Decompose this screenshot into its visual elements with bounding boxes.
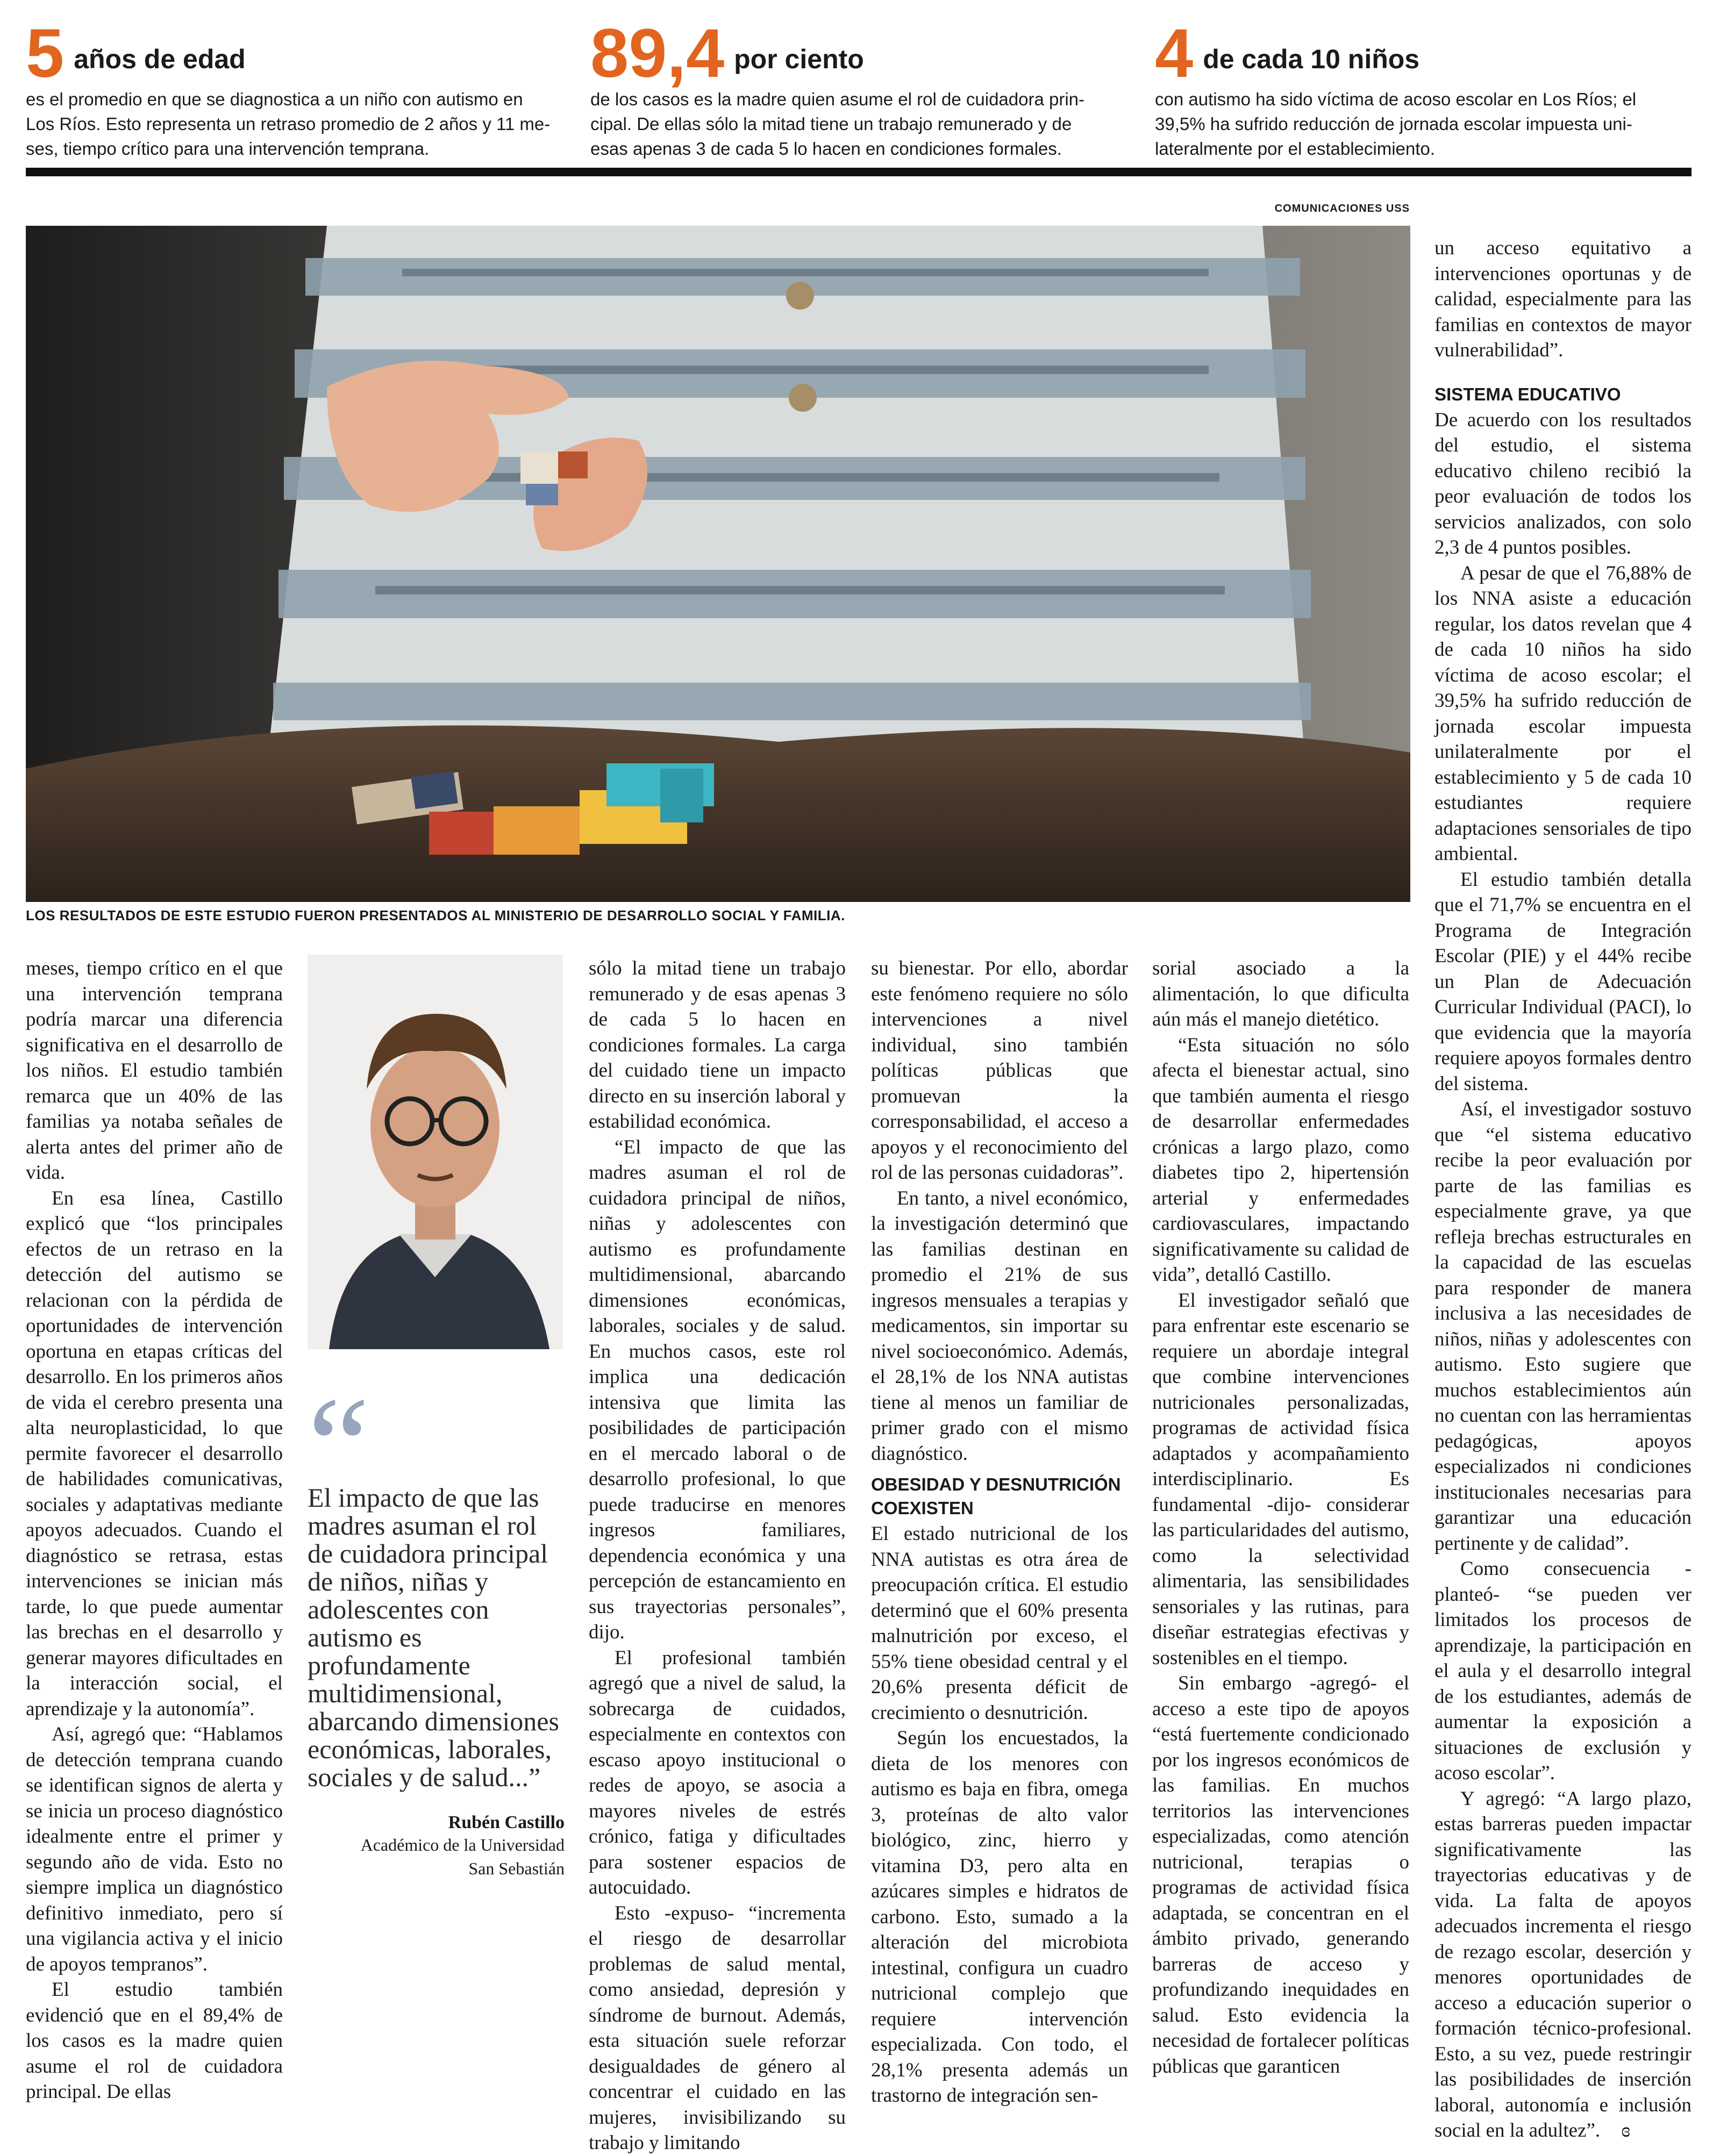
paragraph: El estado nutricional de los NNA autistas es otra área de preocupación crítica. El estudio determinó que el 60% presenta malnutrición por exceso, el 55% tiene obesidad central y el 20,6% presenta déficit de crecimiento o desnutrición. xyxy=(871,1523,1128,1724)
paragraph: Así, el investigador sostuvo que “el sistema educativo recibe la peor evaluación por parte de las familias es especialmente grave, ya que refleja brechas estructurales en la capacidad de las escuelas para responder de manera inclusiva a las necesidades de niños, niñas y adolescentes con autismo. Esto sugiere que muchos establecimientos aún no cuentan con las herramientas pedagógicas, apoyos especializados ni condiciones institucionales necesarias para garantizar una educación pertinente y de calidad”. xyxy=(1435,1098,1692,1555)
stat-description: con autismo ha sido víctima de acoso escolar en Los Ríos; el 39,5% ha sufrido reducción de jornada escolar impuesta uni- lateralmente por el establecimiento. xyxy=(1155,89,1637,159)
paragraph: sólo la mitad tiene un trabajo remunerado y de esas apenas 3 de cada 5 lo hacen en condiciones formales. La carga del cuidado tiene un impacto directo en su inserción laboral y estabilidad económica. xyxy=(589,957,846,1133)
article-column-1 xyxy=(26,956,283,2105)
paragraph: Según los encuestados, la dieta de los menores con autismo es baja en fibra, omega 3, proteínas de alto valor biológico, zinc, hierro y vitamina D3, pero alta en azúcares simples e hidratos de carbono. Esto, sumado a la alteración del microbiota intestinal, configura un cuadro nutricional complejo que requiere intervención especializada. Con todo, el 28,1% presenta además un trastorno de integración sen- xyxy=(871,1727,1128,2107)
paragraph: Sin embargo -agregó- el acceso a este tipo de apoyos “está fuertemente condicionado por los ingresos económicos de las familias. En muchos territorios las intervenciones especializadas, como atención nutricional, terapias o programas de actividad física adaptada, se concentran en el ámbito privado, generando barreras de acceso y profundizando inequidades en salud. Esto evidencia la necesidad de fortalecer políticas públicas que garanticen xyxy=(1152,1672,1409,2078)
article-column-3 xyxy=(589,956,846,2156)
stat-description: de los casos es la madre quien asume el rol de cuidadora prin- cipal. De ellas sólo la mitad tiene un trabajo remunerado y de esas apenas 3 de cada 5 lo hacen en condiciones formales. xyxy=(590,89,1085,159)
paragraph: meses, tiempo crítico en el que una intervención temprana podría marcar una diferencia significativa en el desarrollo de los niños. El estudio también remarca que un 40% de las familias ya notaba señales de alerta antes del primer año de vida. xyxy=(26,957,283,1184)
end-mark-icon: ɞ xyxy=(1621,2119,1630,2141)
header-rule xyxy=(26,168,1692,176)
article-column-5 xyxy=(1152,956,1409,2079)
main-photo xyxy=(26,226,1410,902)
stat-unit: de cada 10 niños xyxy=(1203,44,1420,74)
paragraph: “Esta situación no sólo afecta el bienestar actual, sino que también aumenta el riesgo de desarrollar enfermedades crónicas a largo plazo, como diabetes tipo 2, hipertensión arterial y enfermedades cardiovasculares, impactando significativamente su calidad de vida”, detalló Castillo. xyxy=(1152,1034,1409,1286)
paragraph: su bienestar. Por ello, abordar este fenómeno requiere no sólo intervenciones a nivel individual, sino también políticas públicas que promuevan la corresponsabilidad, el acceso a apoyos y el reconocimiento del rol de las personas cuidadoras”. xyxy=(871,957,1128,1184)
section-heading: OBESIDAD Y DESNUTRICIÓN COEXISTEN xyxy=(871,1474,1121,1518)
article-column-6 xyxy=(1435,235,1692,2144)
article-column-4 xyxy=(871,956,1128,2109)
paragraph: El estudio también detalla que el 71,7% se encuentra en el Programa de Integración Escolar (PIE) y el 44% recibe un Plan de Adecuación Curricular Individual (PACI), lo que evidencia que la mayoría requiere apoyos formales dentro del sistema. xyxy=(1435,868,1692,1095)
stat-unit: años de edad xyxy=(74,44,246,74)
stat-bullying xyxy=(1155,15,1698,159)
portrait-illustration xyxy=(308,955,563,1349)
paragraph: Así, agregó que: “Hablamos de detección temprana cuando se identifican signos de alerta y se inicia un proceso diagnóstico idealmente entre el primer y segundo año de vida. Esto no siempre implica un diagnóstico definitivo inmediato, pero sí una vigilancia activa y el inicio de apoyos tempranos”. xyxy=(26,1723,283,1975)
paragraph: un acceso equitativo a intervenciones oportunas y de calidad, especialmente para las familias en contextos de mayor vulnerabilidad”. xyxy=(1435,237,1692,361)
paragraph: En tanto, a nivel económico, la investigación determinó que las familias destinan en promedio el 21% de sus ingresos mensuales a terapias y medicamentos, sin importar su nivel socioeconómico. Además, el 28,1% de los NNA autistas tiene al menos un familiar de primer grado con el mismo diagnóstico. xyxy=(871,1187,1128,1465)
stat-number: 5 xyxy=(26,15,65,92)
paragraph: Esto -expuso- “incrementa el riesgo de desarrollar problemas de salud mental, como ansiedad, depresión y síndrome de burnout. Además, esta situación suele reforzar desigualdades de género al concentrar el cuidado en las mujeres, invisibilizando su trabajo y limitando xyxy=(589,1902,846,2154)
paragraph: El profesional también agregó que a nivel de salud, la sobrecarga de cuidados, especialmente en contextos con escaso apoyo institucional o redes de apoyo, se asocia a mayores niveles de estrés crónico, fatiga y dificultades para sostener espacios de autocuidado. xyxy=(589,1646,846,1899)
paragraph: “El impacto de que las madres asuman el rol de cuidadora principal de niños, niñas y adolescentes con autismo es profundamente multidimensional, abarcando dimensiones económicas, laborales, sociales y de salud. En muchos casos, este rol implica una dedicación intensiva que limita las posibilidades de participación en el mercado laboral o de desarrollo profesional, lo que puede traducirse en menores ingresos familiares, dependencia económica y una percepción de estancamiento en sus trayectorias personales”, dijo. xyxy=(589,1136,846,1643)
paragraph: En esa línea, Castillo explicó que “los principales efectos de un retraso en la detección del autismo se relacionan con la pérdida de oportunidades de intervención oportuna en etapas críticas del desarrollo. En los primeros años de vida el cerebro presenta una alta neuroplasticidad, lo que permite favorecer el desarrollo de habilidades comunicativas, sociales y adaptativas mediante apoyos adecuados. Cuando el diagnóstico se retrasa, estas intervenciones se inician más tarde, lo que puede aumentar las brechas en el desarrollo y generar mayores dificultades en la interacción social, el aprendizaje y la autonomía”. xyxy=(26,1187,283,1720)
quote-mark-icon: “ xyxy=(308,1369,370,1523)
section-heading: SISTEMA EDUCATIVO xyxy=(1435,384,1621,404)
stat-unit: por ciento xyxy=(734,44,864,74)
child-with-blocks-illustration xyxy=(26,226,1410,902)
paragraph: sorial asociado a la alimentación, lo que dificulta aún más el manejo dietético. xyxy=(1152,957,1409,1030)
paragraph: El investigador señaló que para enfrentar este escenario se requiere un abordaje integral que combine intervenciones nutricionales personalizadas, programas de actividad física adaptados y acompañamiento interdisciplinario. Es fundamental -dijo- considerar las particularidades del autismo, como la selectividad alimentaria, las sensibilidades sensoriales y las rutinas, para diseñar estrategias efectivas y sostenibles en el tiempo. xyxy=(1152,1289,1409,1669)
paragraph: De acuerdo con los resultados del estudio, el sistema educativo chileno recibió la peor evaluación de todos los servicios analizados, con solo 2,3 de 4 puntos posibles. xyxy=(1435,409,1692,558)
stat-number: 4 xyxy=(1155,15,1194,92)
quote-author: Rubén Castillo xyxy=(448,1813,565,1832)
stat-number: 89,4 xyxy=(590,15,725,92)
pull-quote xyxy=(308,1369,565,1880)
quote-text: El impacto de que las madres asuman el rol de cuidadora principal de niños, niñas y adolescentes con autismo es profundamente multidimensional, abarcando dimensiones económicas, laborales, sociales y de salud...” xyxy=(308,1482,559,1792)
photo-credit: COMUNICACIONES USS xyxy=(1274,203,1410,214)
stat-description: es el promedio en que se diagnostica a un niño con autismo en Los Ríos. Esto representa un retraso promedio de 2 años y 11 me- ses, tiempo crítico para una intervención temprana. xyxy=(26,89,551,159)
portrait-photo xyxy=(308,955,563,1349)
photo-caption: LOS RESULTADOS DE ESTE ESTUDIO FUERON PRESENTADOS AL MINISTERIO DE DESARROLLO SOCIAL Y FAMILIA. xyxy=(26,907,845,923)
paragraph: Y agregó: “A largo plazo, estas barreras pueden impactar significativamente las trayectorias educativas y de vida. La falta de apoyos adecuados incrementa el riesgo de rezago escolar, deserción y menores oportunidades de acceso a educación superior o formación técnico-profesional. Esto, a su vez, puede restringir las posibilidades de inserción laboral, autonomía e inclusión social en la adultez”. ɞ xyxy=(1435,1787,1692,2141)
stat-mothers xyxy=(590,15,1133,159)
stat-age xyxy=(26,15,569,159)
paragraph: Como consecuencia -planteó- “se pueden ver limitados los procesos de aprendizaje, la participación en el aula y el desarrollo integral de los estudiantes, además de aumentar la exposición a situaciones de exclusión y acoso escolar”. xyxy=(1435,1558,1692,1784)
paragraph: A pesar de que el 76,88% de los NNA asiste a educación regular, los datos revelan que 4 de cada 10 niños ha sido víctima de acoso escolar; el 39,5% ha sufrido reducción de jornada escolar impuesta unilateralmente por el establecimiento y 5 de cada 10 estudiantes requiere adaptaciones sensoriales de tipo ambiental. xyxy=(1435,562,1692,865)
paragraph: El estudio también evidenció que en el 89,4% de los casos es la madre quien asume el rol de cuidadora principal. De ellas xyxy=(26,1979,283,2103)
quote-author-role: Académico de la Universidad San Sebastián xyxy=(360,1835,565,1878)
